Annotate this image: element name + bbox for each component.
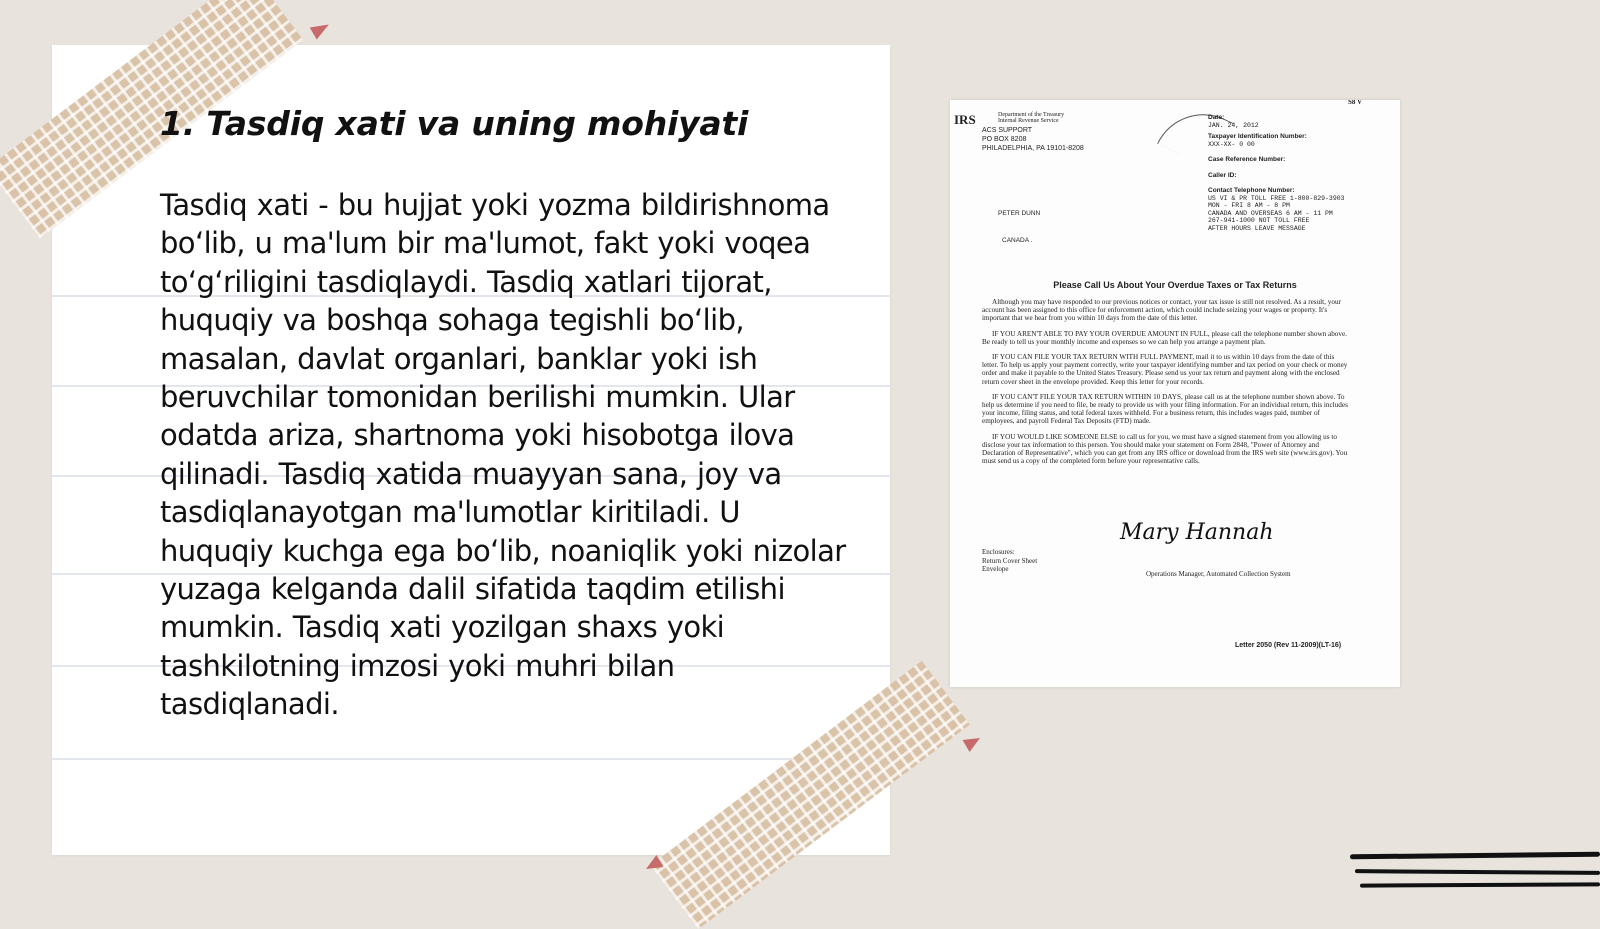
address-line: ACS SUPPORT: [982, 127, 1033, 134]
enclosure-line: Envelope: [982, 565, 1009, 573]
phone-label: Contact Telephone Number:: [1208, 187, 1295, 194]
letter-paragraph: IF YOU WOULD LIKE SOMEONE ELSE to call us for you, we must have a signed statement from you allowing us to disclose your tax information to this person. You should make your statement on Form 2848, "Power of Attorney and Declaration of Representative", which you can get from any IRS office or download from the IRS web site (www.irs.gov). You must send us a copy of the completed form before your representative calls.: [982, 432, 1348, 466]
enclosures: [982, 548, 1037, 574]
date-value: JAN. 24, 2012: [1208, 121, 1259, 129]
phone-line: US VI & PR TOLL FREE 1-800-829-3903: [1208, 194, 1345, 202]
letter-paragraph: IF YOU CAN'T FILE YOUR TAX RETURN WITHIN 10 DAYS, please call us at the telephone number shown above. To help us determine if you need to file, be ready to provide us with your filing information. For an individual return, this includes your income, filing status, and total federal taxes withheld. For a business return, this includes wages paid, number of employees, and payroll Federal Tax Deposits (FTD) made.: [982, 392, 1348, 426]
letter-corner-code: S8 V: [1348, 100, 1363, 106]
recipient-name: PETER DUNN: [998, 210, 1041, 217]
letter-address: [982, 126, 1084, 153]
tape-end-marker: [963, 732, 984, 752]
signature: Mary Hannah: [1120, 520, 1274, 545]
tin-label: Taxpayer Identification Number:: [1208, 133, 1307, 140]
letter-footer: Letter 2050 (Rev 11-2009)(LT-16): [1235, 642, 1342, 649]
case-label: Case Reference Number:: [1208, 156, 1286, 163]
tin-value: XXX-XX- 0 00: [1208, 140, 1255, 148]
decorative-stroke: [1355, 869, 1600, 875]
irs-logo: IRS: [954, 112, 976, 127]
letter-paragraphs: [982, 298, 1350, 472]
enclosure-line: Enclosures:: [982, 548, 1015, 556]
signer-title: Operations Manager, Automated Collection System: [1146, 570, 1291, 578]
letter-paragraph: Although you may have responded to our previous notices or contact, your tax issue is still not resolved. As a result, your account has been assigned to this office for enforcement action, which could include seizing your wages or property. It's important that we hear from you within 10 days from the date of this letter.: [982, 298, 1341, 323]
decorative-stroke: [1360, 882, 1600, 887]
recipient-country: CANADA .: [1002, 237, 1033, 244]
letter-department: Department of the Treasury Internal Revenue Service: [998, 112, 1065, 124]
phone-line: 267-941-1000 NOT TOLL FREE: [1208, 217, 1310, 224]
irs-letter-image: [950, 100, 1400, 687]
tape-end-marker: [310, 18, 333, 39]
address-line: PO BOX 8208: [982, 136, 1027, 143]
letter-paragraph: IF YOU AREN'T ABLE TO PAY YOUR OVERDUE AMOUNT IN FULL, please call the telephone number shown above. Be ready to tell us your monthly income and expenses so we can help you arrange a payment plan.: [982, 329, 1347, 346]
letter-heading: Please Call Us About Your Overdue Taxes or Tax Returns: [1053, 280, 1297, 290]
paper-rule-line: [52, 758, 890, 760]
enclosure-line: Return Cover Sheet: [982, 556, 1038, 565]
caller-label: Caller ID:: [1208, 171, 1237, 179]
phone-line: CANADA AND OVERSEAS 6 AM - 11 PM: [1208, 209, 1333, 217]
date-label: Date:: [1208, 114, 1225, 121]
slide-body-text: Tasdiq xati - bu hujjat yoki yozma bildirishnoma bo‘lib, u ma'lum bir ma'lumot, fakt yoki voqea to‘g‘riligini tasdiqlaydi. Tasdiq xatlari tijorat, huquqiy va boshqa sohaga tegishli bo‘lib, masalan, davlat organlari, banklar yoki ish beruvchilar tomonidan berilishi mumkin. Ular odatda ariza, shartnoma yoki hisobotga ilova qilinadi. Tasdiq xatida muayyan sana, joy va tasdiqlanayotgan ma'lumotlar kiritiladi. U huquqiy kuchga ega bo‘lib, noaniqlik yoki nizolar yuzaga kelganda dalil sifatida taqdim etilishi mumkin. Tasdiq xati yozilgan shaxs yoki tashkilotning imzosi yoki muhri bilan tasdiqlanadi.: [160, 188, 846, 722]
slide-title: 1. Tasdiq xati va uning mohiyati: [160, 104, 749, 143]
letter-paragraph: IF YOU CAN FILE YOUR TAX RETURN WITH FULL PAYMENT, mail it to us within 10 days from the date of this letter. To help us apply your payment correctly, write your taxpayer identifying number and tax period on your check or money order and make it payable to the United States Treasury. Please send us your tax return and payment along with the enclosed return cover sheet in the envelope provided. Keep this letter for your records.: [982, 353, 1348, 386]
decorative-stroke: [1350, 852, 1600, 860]
phone-line: AFTER HOURS LEAVE MESSAGE: [1208, 224, 1306, 232]
letter-info-block: [1208, 114, 1398, 232]
phone-line: MON - FRI 8 AM - 8 PM: [1208, 202, 1290, 209]
address-line: PHILADELPHIA, PA 19101-8208: [982, 145, 1084, 152]
